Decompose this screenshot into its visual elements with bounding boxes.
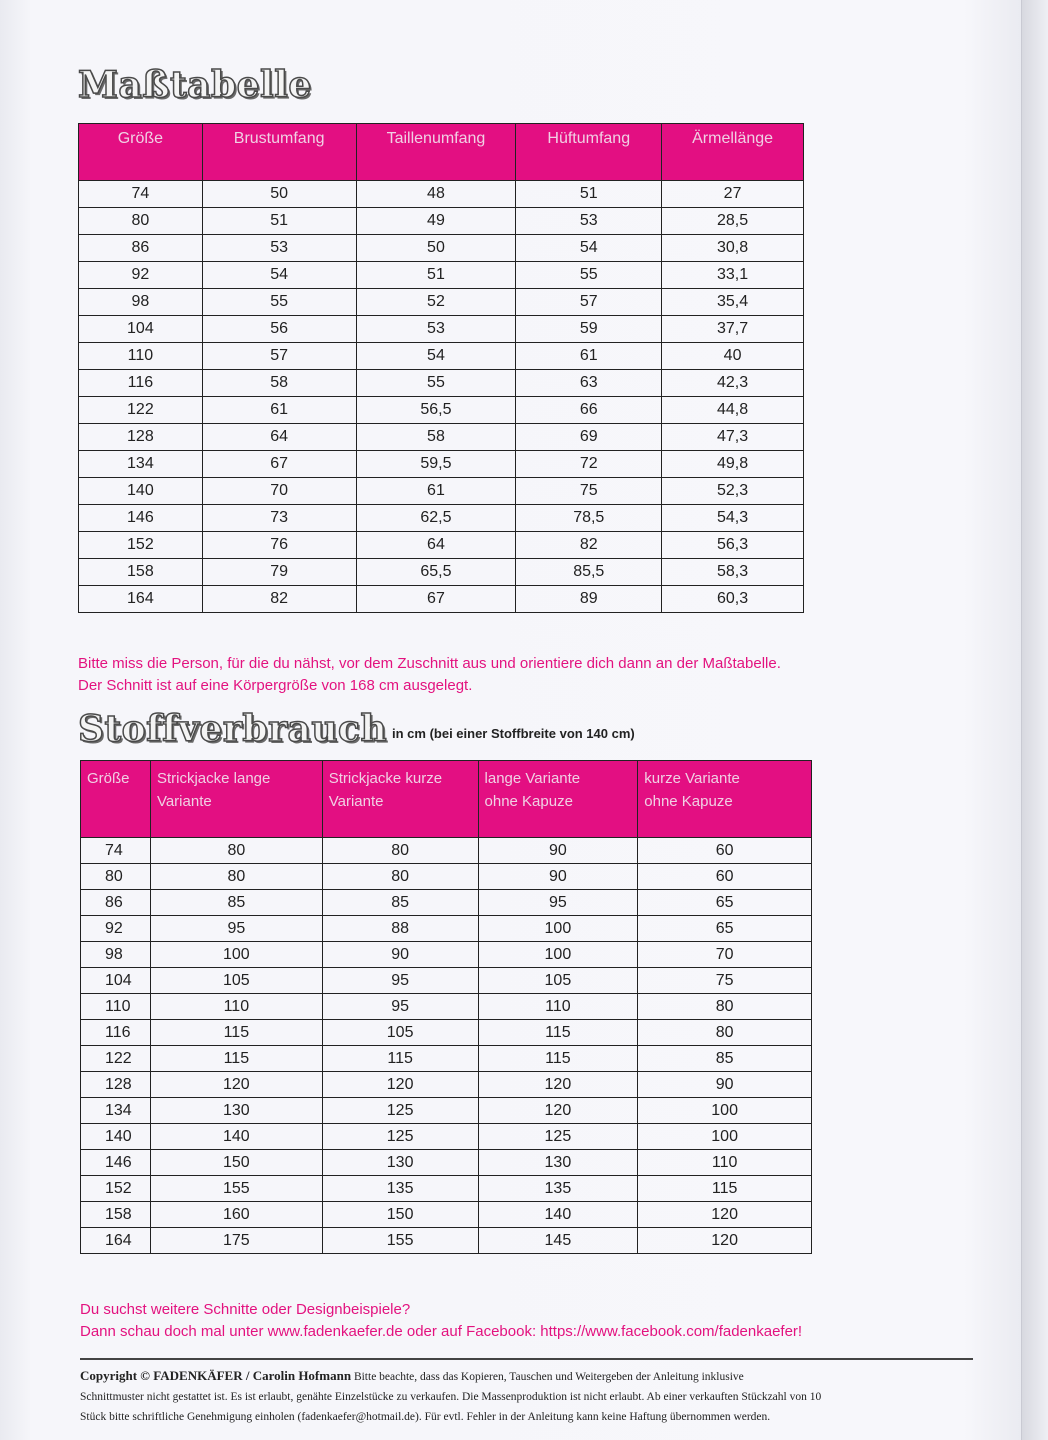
table-cell: 130	[150, 1098, 322, 1124]
table-cell: 76	[202, 532, 356, 559]
table-cell: 80	[638, 994, 812, 1020]
table-cell: 92	[79, 262, 203, 289]
table-cell: 50	[356, 235, 516, 262]
fabric-note-line-1: Du suchst weitere Schnitte oder Designbeispiele?	[80, 1301, 411, 1318]
table-cell: 52	[356, 289, 516, 316]
table-cell: 59	[516, 316, 662, 343]
table-cell: 86	[81, 890, 151, 916]
table-row	[81, 1072, 812, 1098]
table-cell: 122	[79, 397, 203, 424]
table-cell: 122	[81, 1046, 151, 1072]
table-row	[81, 1202, 812, 1228]
fabric-header-line: ohne Kapuze	[644, 793, 733, 810]
table-cell: 64	[202, 424, 356, 451]
table-cell: 128	[79, 424, 203, 451]
table-cell: 65	[638, 890, 812, 916]
table-cell: 120	[638, 1202, 812, 1228]
fabric-header-line: Variante	[156, 793, 212, 810]
table-row	[79, 505, 804, 532]
measure-header-cell: Hüftumfang	[516, 124, 662, 181]
footer-text-1: Bitte beachte, dass das Kopieren, Tauschen und Weitergeben der Anleitung inklusive	[353, 1371, 744, 1383]
fabric-header-line: Strickjacke kurze	[328, 770, 443, 787]
table-cell: 55	[516, 262, 662, 289]
table-cell: 63	[516, 370, 662, 397]
table-cell: 60,3	[662, 586, 804, 613]
table-cell: 100	[150, 942, 322, 968]
table-row	[79, 532, 804, 559]
table-cell: 49	[356, 208, 516, 235]
table-cell: 146	[79, 505, 203, 532]
fabric-header-cell	[81, 761, 151, 838]
table-row	[81, 1150, 812, 1176]
table-cell: 74	[79, 181, 203, 208]
table-cell: 54,3	[662, 505, 804, 532]
table-cell: 82	[516, 532, 662, 559]
table-cell: 69	[516, 424, 662, 451]
table-cell: 115	[478, 1046, 638, 1072]
table-cell: 61	[356, 478, 516, 505]
table-row	[79, 424, 804, 451]
table-cell: 105	[150, 968, 322, 994]
table-cell: 130	[322, 1150, 478, 1176]
fabric-title: Stoffverbrauch	[78, 708, 388, 750]
table-cell: 158	[79, 559, 203, 586]
table-cell: 130	[478, 1150, 638, 1176]
fabric-header-line: Größe	[87, 770, 130, 787]
table-cell: 100	[478, 942, 638, 968]
fabric-table-header	[81, 761, 812, 838]
table-row	[79, 316, 804, 343]
table-cell: 48	[356, 181, 516, 208]
table-cell: 120	[478, 1072, 638, 1098]
fabric-header-cell	[638, 761, 812, 838]
table-cell: 95	[322, 994, 478, 1020]
table-cell: 155	[322, 1228, 478, 1254]
table-cell: 128	[81, 1072, 151, 1098]
table-cell: 104	[79, 316, 203, 343]
table-cell: 56	[202, 316, 356, 343]
table-row	[81, 838, 812, 864]
table-row	[79, 586, 804, 613]
table-cell: 51	[356, 262, 516, 289]
table-cell: 73	[202, 505, 356, 532]
footer-text-3: Stück bitte schriftliche Genehmigung einholen (fadenkaefer@hotmail.de). Für evtl. Fehler in der Anleitung kann keine Haftung übernommen werden.	[80, 1411, 771, 1423]
table-cell: 92	[81, 916, 151, 942]
measure-header-cell: Taillenumfang	[356, 124, 516, 181]
table-cell: 104	[81, 968, 151, 994]
table-cell: 60	[638, 864, 812, 890]
table-cell: 120	[638, 1228, 812, 1254]
table-row	[81, 1098, 812, 1124]
fabric-header-cell	[478, 761, 638, 838]
table-cell: 120	[478, 1098, 638, 1124]
table-cell: 61	[202, 397, 356, 424]
footer-copyright: Copyright © FADENKÄFER / Carolin Hofmann	[80, 1368, 352, 1383]
table-cell: 51	[516, 181, 662, 208]
table-cell: 105	[478, 968, 638, 994]
table-cell: 158	[81, 1202, 151, 1228]
table-cell: 164	[79, 586, 203, 613]
measure-header-cell: Ärmellänge	[662, 124, 804, 181]
fabric-subtitle: in cm (bei einer Stoffbreite von 140 cm)	[392, 726, 635, 741]
table-cell: 75	[638, 968, 812, 994]
table-cell: 90	[478, 864, 638, 890]
table-cell: 44,8	[662, 397, 804, 424]
table-cell: 78,5	[516, 505, 662, 532]
table-row	[79, 559, 804, 586]
table-cell: 90	[478, 838, 638, 864]
table-cell: 65	[638, 916, 812, 942]
table-cell: 65,5	[356, 559, 516, 586]
table-cell: 53	[202, 235, 356, 262]
table-cell: 64	[356, 532, 516, 559]
table-cell: 110	[150, 994, 322, 1020]
table-cell: 150	[322, 1202, 478, 1228]
table-row	[81, 864, 812, 890]
table-cell: 37,7	[662, 316, 804, 343]
table-cell: 110	[638, 1150, 812, 1176]
measure-title: Maßtabelle	[78, 64, 312, 106]
fabric-table	[80, 760, 812, 1254]
table-cell: 85	[150, 890, 322, 916]
footer	[80, 1366, 980, 1427]
table-cell: 35,4	[662, 289, 804, 316]
table-cell: 55	[356, 370, 516, 397]
table-cell: 30,8	[662, 235, 804, 262]
table-cell: 66	[516, 397, 662, 424]
table-cell: 98	[81, 942, 151, 968]
table-cell: 100	[638, 1124, 812, 1150]
table-row	[79, 478, 804, 505]
table-cell: 54	[202, 262, 356, 289]
table-cell: 105	[322, 1020, 478, 1046]
table-row	[81, 994, 812, 1020]
table-cell: 115	[478, 1020, 638, 1046]
table-cell: 58	[202, 370, 356, 397]
table-cell: 116	[79, 370, 203, 397]
fabric-header-line: ohne Kapuze	[484, 793, 573, 810]
table-cell: 100	[638, 1098, 812, 1124]
footer-text-2: Schnittmuster nicht gestattet ist. Es ist erlaubt, genähte Einzelstücke zu verkaufen. Die Massenproduktion ist nicht erlaubt. Ab einer verkauften Stückzahl von 10	[80, 1391, 822, 1403]
table-cell: 110	[81, 994, 151, 1020]
table-cell: 90	[638, 1072, 812, 1098]
table-row	[79, 262, 804, 289]
table-cell: 50	[202, 181, 356, 208]
table-cell: 62,5	[356, 505, 516, 532]
table-cell: 110	[79, 343, 203, 370]
table-row	[79, 208, 804, 235]
measure-note-line-2: Der Schnitt ist auf eine Körpergröße von 168 cm ausgelegt.	[78, 677, 473, 694]
measure-header-cell: Brustumfang	[202, 124, 356, 181]
table-cell: 110	[478, 994, 638, 1020]
table-row	[81, 968, 812, 994]
table-cell: 49,8	[662, 451, 804, 478]
table-cell: 164	[81, 1228, 151, 1254]
table-row	[79, 451, 804, 478]
table-cell: 125	[322, 1124, 478, 1150]
table-cell: 52,3	[662, 478, 804, 505]
table-cell: 80	[322, 864, 478, 890]
table-cell: 61	[516, 343, 662, 370]
table-cell: 152	[79, 532, 203, 559]
table-cell: 27	[662, 181, 804, 208]
table-cell: 89	[516, 586, 662, 613]
table-cell: 40	[662, 343, 804, 370]
table-cell: 51	[202, 208, 356, 235]
table-cell: 54	[516, 235, 662, 262]
table-cell: 58	[356, 424, 516, 451]
table-cell: 53	[516, 208, 662, 235]
table-cell: 80	[322, 838, 478, 864]
table-cell: 85,5	[516, 559, 662, 586]
fabric-header-cell	[150, 761, 322, 838]
table-cell: 140	[79, 478, 203, 505]
table-cell: 67	[356, 586, 516, 613]
measure-note	[78, 653, 781, 697]
table-cell: 85	[322, 890, 478, 916]
table-cell: 80	[150, 864, 322, 890]
table-cell: 60	[638, 838, 812, 864]
table-row	[81, 1228, 812, 1254]
table-cell: 56,3	[662, 532, 804, 559]
measure-table-header	[79, 124, 804, 181]
table-cell: 82	[202, 586, 356, 613]
table-cell: 155	[150, 1176, 322, 1202]
page-edge	[1021, 0, 1048, 1440]
footer-divider	[80, 1358, 973, 1360]
measure-table	[78, 123, 804, 613]
table-cell: 58,3	[662, 559, 804, 586]
table-cell: 134	[79, 451, 203, 478]
table-cell: 115	[322, 1046, 478, 1072]
table-cell: 80	[79, 208, 203, 235]
table-cell: 70	[638, 942, 812, 968]
table-cell: 56,5	[356, 397, 516, 424]
fabric-note-line-2: Dann schau doch mal unter www.fadenkaefer.de oder auf Facebook: https://www.facebook.com/fadenkaefer!	[80, 1323, 803, 1340]
table-cell: 134	[81, 1098, 151, 1124]
table-cell: 86	[79, 235, 203, 262]
table-cell: 125	[478, 1124, 638, 1150]
table-cell: 80	[638, 1020, 812, 1046]
measure-header-cell: Größe	[79, 124, 203, 181]
table-cell: 98	[79, 289, 203, 316]
table-cell: 55	[202, 289, 356, 316]
table-row	[81, 1176, 812, 1202]
table-cell: 42,3	[662, 370, 804, 397]
table-row	[79, 289, 804, 316]
table-cell: 88	[322, 916, 478, 942]
table-cell: 75	[516, 478, 662, 505]
table-row	[81, 890, 812, 916]
table-cell: 95	[478, 890, 638, 916]
fabric-note	[80, 1299, 802, 1343]
table-cell: 125	[322, 1098, 478, 1124]
table-row	[79, 235, 804, 262]
fabric-header-line: Strickjacke lange	[156, 770, 271, 787]
table-cell: 150	[150, 1150, 322, 1176]
table-cell: 80	[81, 864, 151, 890]
table-cell: 145	[478, 1228, 638, 1254]
table-cell: 140	[81, 1124, 151, 1150]
table-cell: 67	[202, 451, 356, 478]
table-cell: 140	[478, 1202, 638, 1228]
table-cell: 175	[150, 1228, 322, 1254]
table-cell: 146	[81, 1150, 151, 1176]
table-row	[81, 1046, 812, 1072]
table-cell: 74	[81, 838, 151, 864]
table-cell: 140	[150, 1124, 322, 1150]
table-cell: 54	[356, 343, 516, 370]
table-cell: 80	[150, 838, 322, 864]
table-cell: 115	[150, 1046, 322, 1072]
table-cell: 33,1	[662, 262, 804, 289]
table-row	[81, 1124, 812, 1150]
table-row	[79, 397, 804, 424]
table-cell: 59,5	[356, 451, 516, 478]
table-cell: 95	[322, 968, 478, 994]
table-cell: 135	[478, 1176, 638, 1202]
measure-note-line-1: Bitte miss die Person, für die du nähst, vor dem Zuschnitt aus und orientiere dich dann an der Maßtabelle.	[78, 655, 781, 672]
table-row	[81, 942, 812, 968]
table-cell: 90	[322, 942, 478, 968]
table-cell: 152	[81, 1176, 151, 1202]
table-cell: 47,3	[662, 424, 804, 451]
table-cell: 115	[150, 1020, 322, 1046]
table-cell: 120	[150, 1072, 322, 1098]
table-cell: 120	[322, 1072, 478, 1098]
table-row	[79, 343, 804, 370]
table-row	[79, 181, 804, 208]
fabric-header-line: Variante	[328, 793, 384, 810]
table-cell: 57	[516, 289, 662, 316]
fabric-header-line: lange Variante	[484, 770, 581, 787]
table-cell: 79	[202, 559, 356, 586]
table-row	[79, 370, 804, 397]
table-cell: 72	[516, 451, 662, 478]
table-cell: 116	[81, 1020, 151, 1046]
table-cell: 57	[202, 343, 356, 370]
table-cell: 70	[202, 478, 356, 505]
table-cell: 95	[150, 916, 322, 942]
table-cell: 100	[478, 916, 638, 942]
table-cell: 53	[356, 316, 516, 343]
table-row	[81, 916, 812, 942]
table-cell: 160	[150, 1202, 322, 1228]
table-cell: 135	[322, 1176, 478, 1202]
fabric-header-line: kurze Variante	[644, 770, 740, 787]
table-cell: 85	[638, 1046, 812, 1072]
table-cell: 115	[638, 1176, 812, 1202]
table-row	[81, 1020, 812, 1046]
table-cell: 28,5	[662, 208, 804, 235]
fabric-header-cell	[322, 761, 478, 838]
